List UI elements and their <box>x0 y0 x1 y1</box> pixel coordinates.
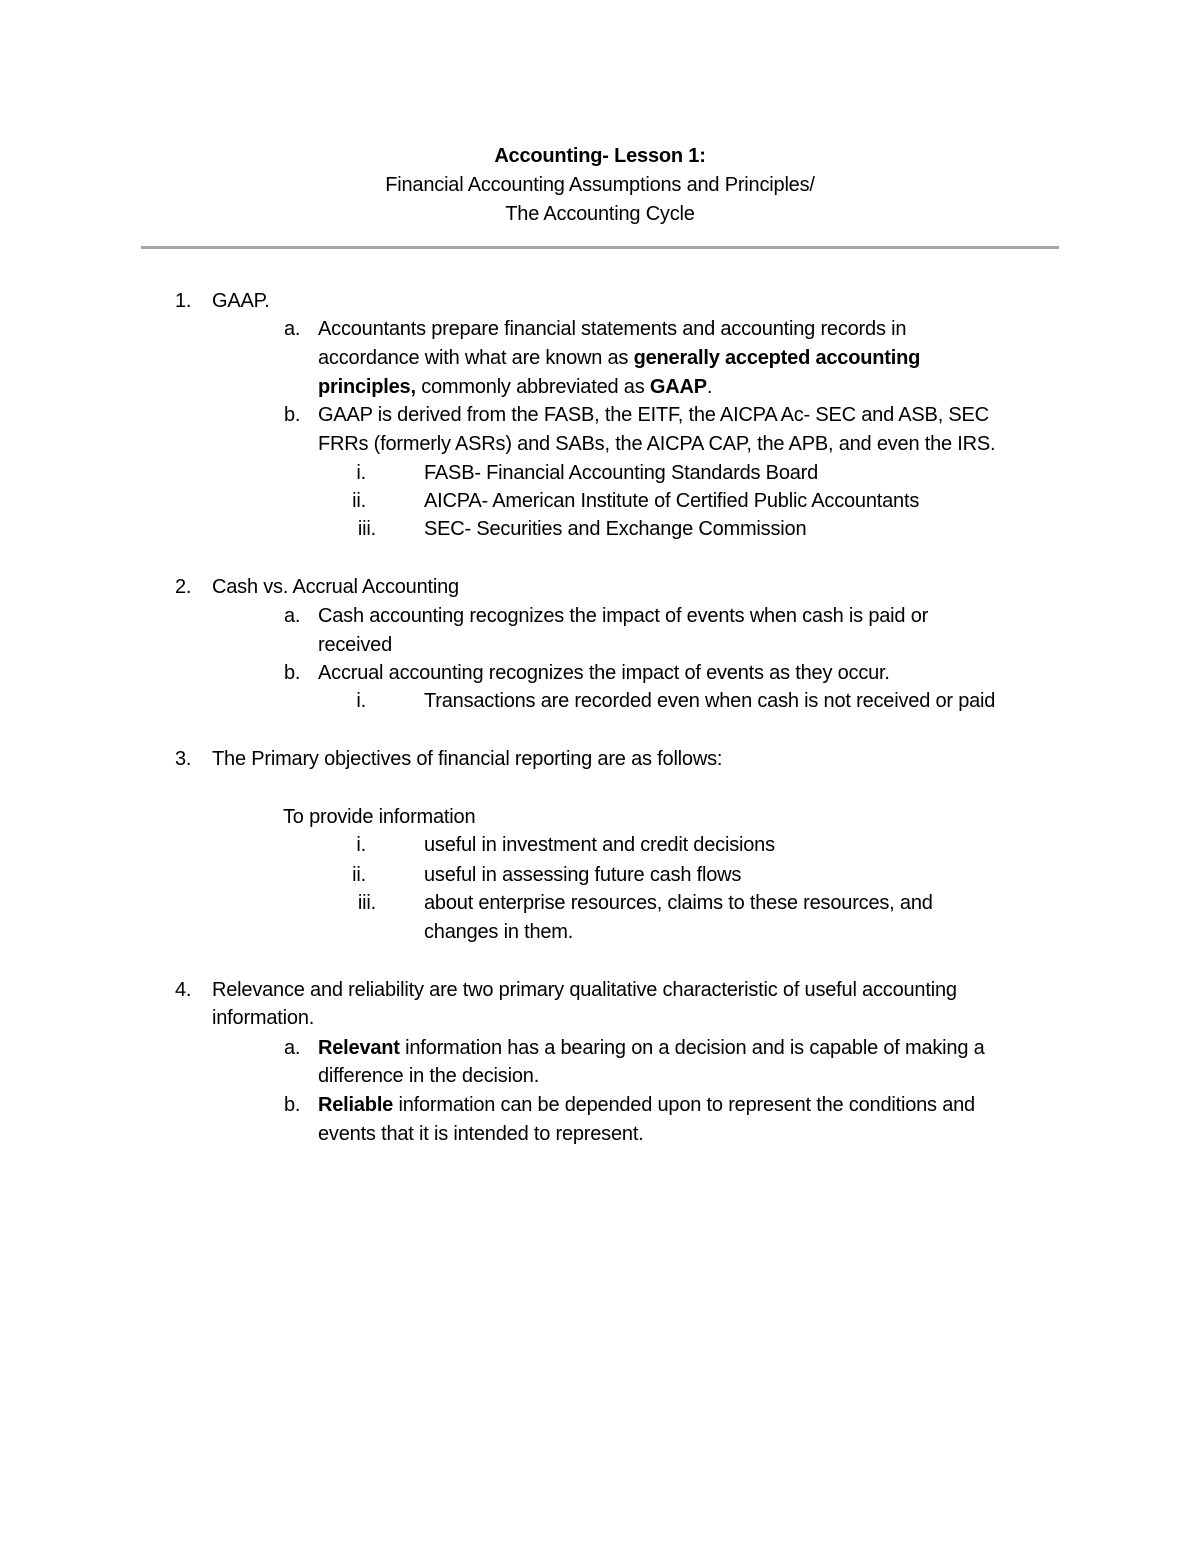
subitem-marker: i. <box>356 834 366 856</box>
section-marker: 4. <box>175 979 192 1001</box>
subitem-text: useful in investment and credit decisions <box>424 834 775 856</box>
subitem-marker: iii. <box>357 518 376 540</box>
section-intro: To provide information <box>283 806 476 828</box>
subitem-text: FASB- Financial Accounting Standards Board <box>424 462 819 484</box>
page-subtitle-line-1: Financial Accounting Assumptions and Principles/ <box>385 174 815 196</box>
item-text: GAAP is derived from the FASB, the EITF, the AICPA Ac- SEC and ASB, SEC <box>318 404 989 426</box>
item-text: received <box>318 634 392 656</box>
item-text: Accrual accounting recognizes the impact of events as they occur. <box>318 662 890 684</box>
item-text: Relevant information has a bearing on a decision and is capable of making a <box>318 1037 985 1059</box>
section-marker: 1. <box>175 290 192 312</box>
section-heading: Relevance and reliability are two primary qualitative characteristic of useful accounting <box>212 979 957 1001</box>
subitem-text: Transactions are recorded even when cash is not received or paid <box>424 690 996 712</box>
subitem-marker: iii. <box>357 892 376 914</box>
subitem-marker: ii. <box>352 490 366 512</box>
subitem-marker: ii. <box>352 864 366 886</box>
item-text: events that it is intended to represent. <box>318 1123 644 1145</box>
section-marker: 2. <box>175 576 192 598</box>
item-marker: a. <box>284 318 301 340</box>
item-text: Cash accounting recognizes the impact of events when cash is paid or <box>318 605 929 627</box>
subitem-text: useful in assessing future cash flows <box>424 864 742 886</box>
section-marker: 3. <box>175 748 192 770</box>
subitem-text: about enterprise resources, claims to these resources, and <box>424 892 933 914</box>
header-divider <box>141 246 1059 249</box>
item-text: Reliable information can be depended upon to represent the conditions and <box>318 1094 975 1116</box>
item-text: accordance with what are known as generally accepted accounting <box>318 347 921 369</box>
item-text: FRRs (formerly ASRs) and SABs, the AICPA CAP, the APB, and even the IRS. <box>318 433 996 455</box>
item-marker: b. <box>284 404 301 426</box>
subitem-marker: i. <box>356 462 366 484</box>
subitem-marker: i. <box>356 690 366 712</box>
page-title: Accounting- Lesson 1: <box>494 145 706 167</box>
section-heading: GAAP. <box>212 290 270 312</box>
section-heading: Cash vs. Accrual Accounting <box>212 576 459 598</box>
page-subtitle-line-2: The Accounting Cycle <box>505 203 695 225</box>
item-text: Accountants prepare financial statements and accounting records in <box>318 318 907 340</box>
item-marker: b. <box>284 1094 301 1116</box>
subitem-text: AICPA- American Institute of Certified Public Accountants <box>424 490 920 512</box>
section-heading: The Primary objectives of financial reporting are as follows: <box>212 748 723 770</box>
item-text: principles, commonly abbreviated as GAAP. <box>318 376 713 398</box>
section-heading: information. <box>212 1007 315 1029</box>
item-marker: b. <box>284 662 301 684</box>
item-text: difference in the decision. <box>318 1065 540 1087</box>
item-marker: a. <box>284 1037 301 1059</box>
subitem-text: changes in them. <box>424 921 574 943</box>
subitem-text: SEC- Securities and Exchange Commission <box>424 518 807 540</box>
item-marker: a. <box>284 605 301 627</box>
